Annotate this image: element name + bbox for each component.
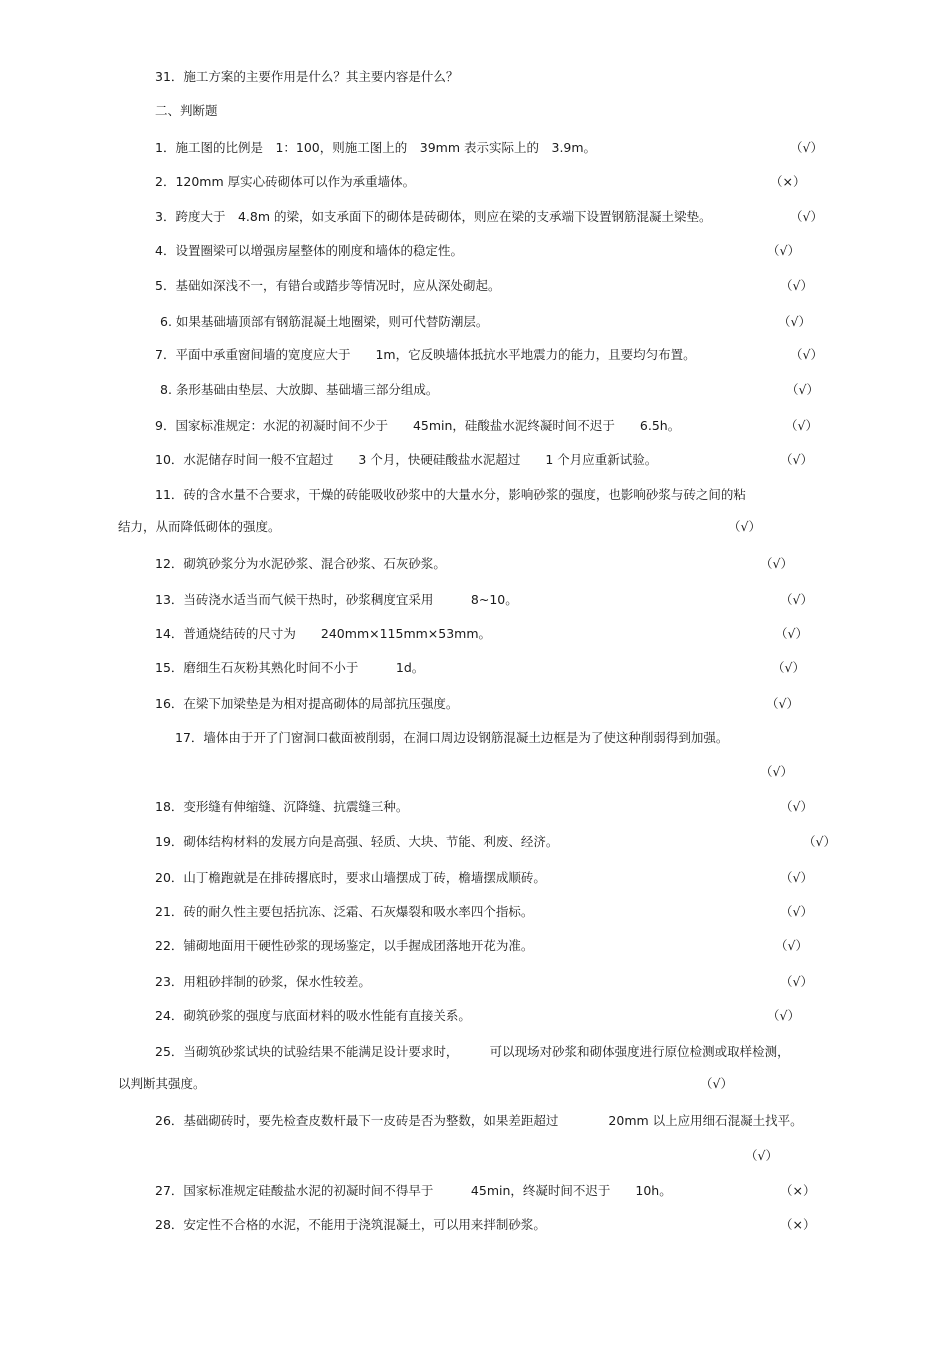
judgment-mark: （√）: [803, 834, 836, 849]
judgment-mark: （√）: [767, 243, 800, 258]
judgment-mark: （√）: [780, 278, 813, 293]
judgment-item: 13．当砖浇水适当而气候干热时，砂浆稠度宜采用 8~10。: [155, 592, 518, 607]
judgment-item: 22．铺砌地面用干硬性砂浆的现场鉴定，以手握成团落地开花为准。: [155, 938, 534, 953]
judgment-item: 27．国家标准规定硅酸盐水泥的初凝时间不得早于 45min，终凝时间不迟于 10h。: [155, 1183, 672, 1198]
judgment-mark: （√）: [780, 870, 813, 885]
judgment-item: 1．施工图的比例是 1：100，则施工图上的 39mm 表示实际上的 3.9m。: [155, 140, 597, 155]
judgment-mark: （√）: [775, 626, 808, 641]
judgment-item: 2．120mm 厚实心砖砌体可以作为承重墙体。: [155, 174, 416, 189]
judgment-mark: （√）: [766, 696, 799, 711]
judgment-mark: （√）: [775, 938, 808, 953]
judgment-item: 25．当砌筑砂浆试块的试验结果不能满足设计要求时， 可以现场对砂浆和砌体强度进行原位检测或取样检测，: [155, 1044, 790, 1059]
judgment-item: 18．变形缝有伸缩缝、沉降缝、抗震缝三种。: [155, 799, 409, 814]
judgment-item: 28．安定性不合格的水泥，不能用于浇筑混凝土，可以用来拌制砂浆。: [155, 1217, 546, 1232]
judgment-mark: （√）: [767, 1008, 800, 1023]
judgment-item: 4．设置圈梁可以增强房屋整体的刚度和墙体的稳定性。: [155, 243, 463, 258]
judgment-mark: （√）: [728, 519, 761, 534]
judgment-item: 26．基础砌砖时，要先检查皮数杆最下一皮砖是否为整数，如果差距超过 20mm 以上应用细石混凝土找平。: [155, 1113, 803, 1128]
judgment-item: 23．用粗砂拌制的砂浆，保水性较差。: [155, 974, 371, 989]
judgment-item: 12．砌筑砂浆分为水泥砂浆、混合砂浆、石灰砂浆。: [155, 556, 446, 571]
judgment-mark: （√）: [780, 974, 813, 989]
judgment-mark: （√）: [780, 799, 813, 814]
judgment-item: 10．水泥储存时间一般不宜超过 3 个月，快硬硅酸盐水泥超过 1 个月应重新试验。: [155, 452, 658, 467]
judgment-item: 7．平面中承重窗间墙的宽度应大于 1m，它反映墙体抵抗水平地震力的能力，且要均匀布置。: [155, 347, 696, 362]
judgment-mark: （√）: [780, 592, 813, 607]
judgment-item: 6. 如果基础墙顶部有钢筋混凝土地圈梁，则可代替防潮层。: [160, 314, 489, 329]
judgment-item: 17．墙体由于开了门窗洞口截面被削弱，在洞口周边设钢筋混凝土边框是为了使这种削弱得到加强。: [175, 730, 729, 745]
judgment-mark: （×）: [780, 1183, 816, 1198]
judgment-item-continued: 结力，从而降低砌体的强度。: [118, 519, 281, 534]
judgment-mark: （√）: [745, 1148, 778, 1163]
judgment-mark: （√）: [785, 418, 818, 433]
judgment-mark: （√）: [700, 1076, 733, 1091]
judgment-mark: （×）: [770, 174, 806, 189]
judgment-mark: （√）: [786, 382, 819, 397]
judgment-mark: （√）: [790, 347, 823, 362]
judgment-mark: （√）: [778, 314, 811, 329]
judgment-mark: （√）: [790, 140, 823, 155]
judgment-item: 5．基础如深浅不一，有错台或踏步等情况时，应从深处砌起。: [155, 278, 501, 293]
judgment-item: 9．国家标准规定：水泥的初凝时间不少于 45min，硅酸盐水泥终凝时间不迟于 6.5h。: [155, 418, 681, 433]
judgment-mark: （√）: [790, 209, 823, 224]
judgment-item: 11．砖的含水量不合要求，干燥的砖能吸收砂浆中的大量水分，影响砂浆的强度，也影响砂浆与砖之间的粘: [155, 487, 746, 502]
judgment-item: 16．在梁下加梁垫是为相对提高砌体的局部抗压强度。: [155, 696, 459, 711]
judgment-item: 3．跨度大于 4.8m 的梁，如支承面下的砌体是砖砌体，则应在梁的支承端下设置钢筋混凝土梁垫。: [155, 209, 712, 224]
question-31: 31．施工方案的主要作用是什么？其主要内容是什么？: [155, 69, 459, 84]
judgment-mark: （×）: [780, 1217, 816, 1232]
judgment-mark: （√）: [772, 660, 805, 675]
judgment-item: 21．砖的耐久性主要包括抗冻、泛霜、石灰爆裂和吸水率四个指标。: [155, 904, 534, 919]
judgment-item: 14．普通烧结砖的尺寸为 240mm×115mm×53mm。: [155, 626, 492, 641]
judgment-item: 19．砌体结构材料的发展方向是高强、轻质、大块、节能、利废、经济。: [155, 834, 559, 849]
judgment-mark: （√）: [760, 556, 793, 571]
judgment-item: 20．山丁檐跑就是在排砖撂底时，要求山墙摆成丁砖，檐墙摆成顺砖。: [155, 870, 546, 885]
judgment-item: 15．磨细生石灰粉其熟化时间不小于 1d。: [155, 660, 425, 675]
judgment-item: 24．砌筑砂浆的强度与底面材料的吸水性能有直接关系。: [155, 1008, 471, 1023]
judgment-item-continued: 以判断其强度。: [118, 1076, 206, 1091]
section-heading: 二、判断题: [155, 103, 218, 118]
judgment-mark: （√）: [780, 904, 813, 919]
judgment-mark: （√）: [760, 764, 793, 779]
judgment-item: 8. 条形基础由垫层、大放脚、基础墙三部分组成。: [160, 382, 439, 397]
judgment-mark: （√）: [780, 452, 813, 467]
